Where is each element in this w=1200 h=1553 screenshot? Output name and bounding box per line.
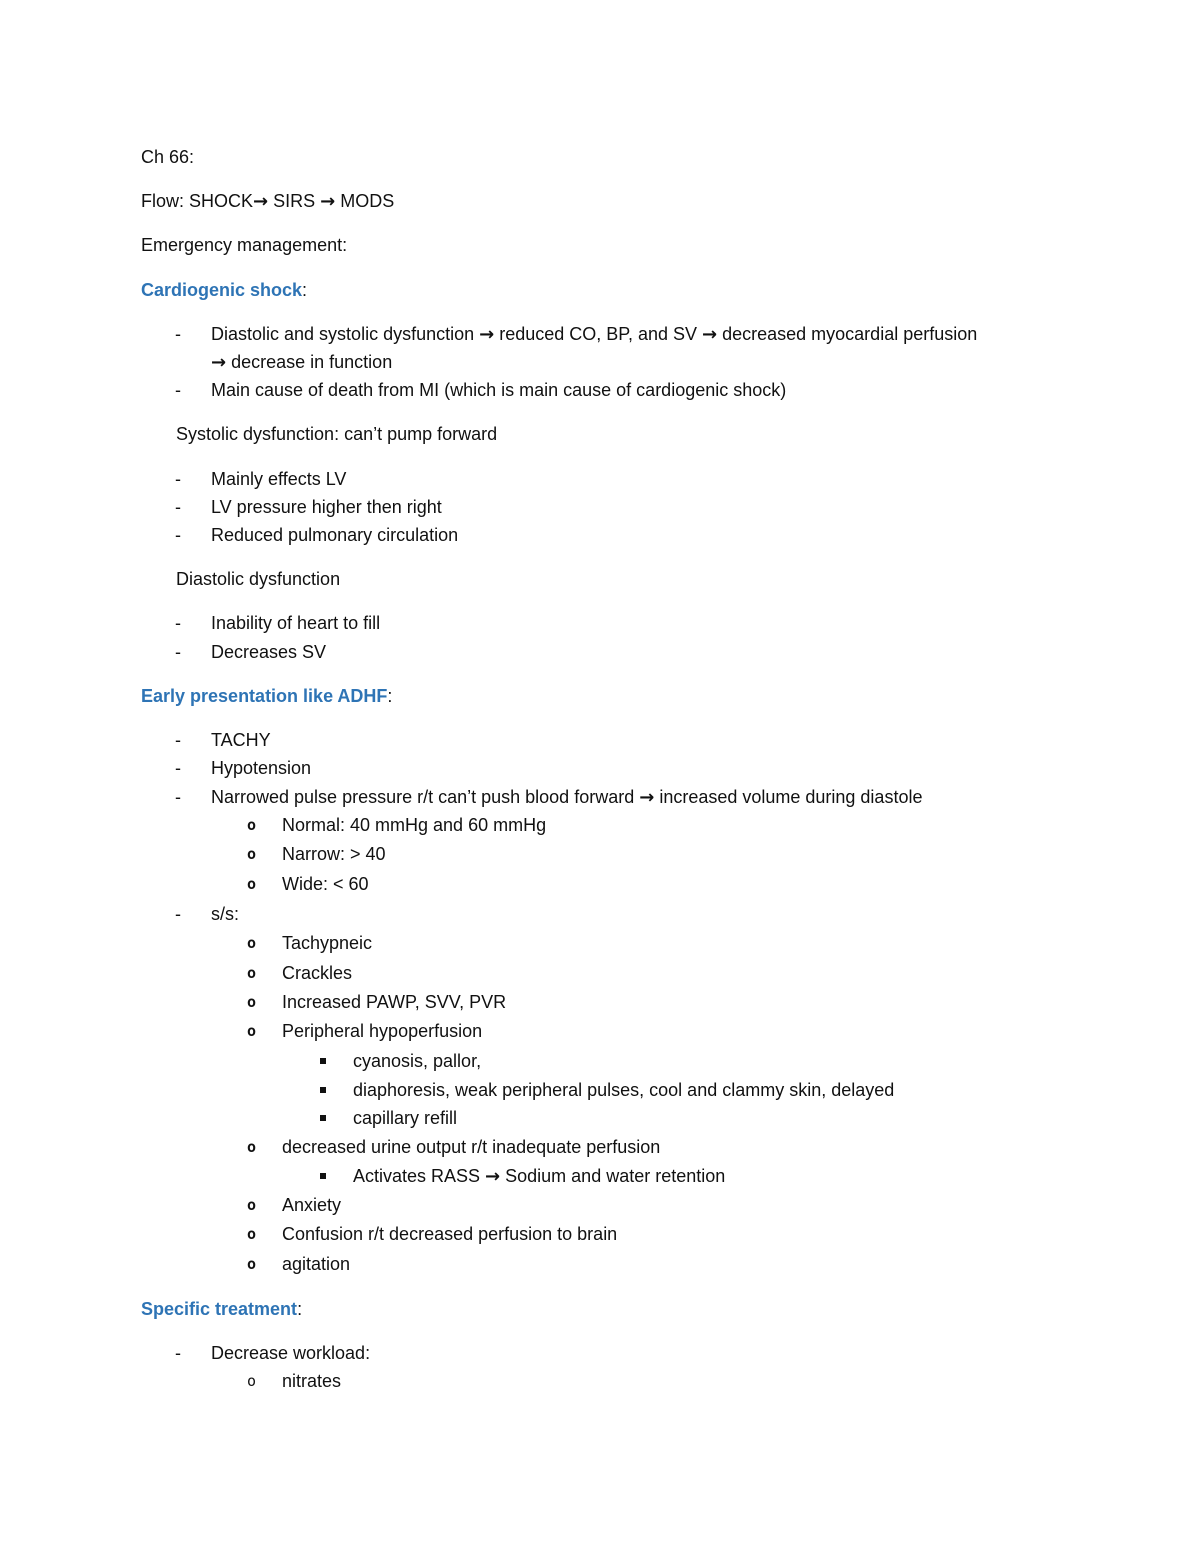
list-item-text: Decreases SV bbox=[211, 642, 327, 662]
circle-bullet: o bbox=[247, 1022, 257, 1040]
cardiogenic-heading-text: Cardiogenic shock bbox=[141, 280, 303, 300]
text-part: Narrowed pulse pressure r/t can’t push blood forward bbox=[211, 787, 640, 807]
sub-sub-list-item-text: cyanosis, pallor, bbox=[353, 1051, 482, 1071]
list-item-text: Reduced pulmonary circulation bbox=[211, 525, 459, 545]
list-item-text: Mainly effects LV bbox=[211, 469, 347, 489]
sub-list-item-text: Increased PAWP, SVV, PVR bbox=[282, 992, 507, 1012]
list-item-text: Decrease workload: bbox=[211, 1343, 371, 1363]
sub-list-item-text: nitrates bbox=[282, 1371, 342, 1391]
dash-bullet: - bbox=[175, 904, 181, 924]
dash-bullet: - bbox=[175, 380, 181, 400]
text-part: reduced CO, BP, and SV bbox=[494, 324, 703, 344]
specific-treatment-heading bbox=[141, 1298, 302, 1320]
specific-heading-text: Specific treatment bbox=[141, 1299, 298, 1319]
circle-bullet: o bbox=[247, 1138, 257, 1156]
early-heading-text: Early presentation like ADHF bbox=[141, 686, 388, 706]
dash-bullet: - bbox=[175, 324, 181, 344]
list-item-text: LV pressure higher then right bbox=[211, 497, 442, 517]
text-part: Activates RASS bbox=[353, 1166, 486, 1186]
square-bullet bbox=[320, 1115, 326, 1121]
circle-bullet: o bbox=[247, 993, 257, 1011]
flow-sirs: SIRS bbox=[268, 191, 321, 211]
dash-bullet: - bbox=[175, 497, 181, 517]
diastolic-title: Diastolic dysfunction bbox=[176, 569, 341, 589]
sub-list-item-text: Confusion r/t decreased perfusion to brain bbox=[282, 1224, 618, 1244]
text-part: Sodium and water retention bbox=[500, 1166, 726, 1186]
heading-colon: : bbox=[387, 686, 393, 706]
chapter-title: Ch 66: bbox=[141, 147, 195, 167]
dash-bullet: - bbox=[175, 613, 181, 633]
early-heading bbox=[141, 685, 392, 707]
sub-list-item-text: Anxiety bbox=[282, 1195, 342, 1215]
arrow-icon: → bbox=[211, 352, 227, 373]
sub-list-item-text: agitation bbox=[282, 1254, 351, 1274]
systolic-title: Systolic dysfunction: can’t pump forward bbox=[176, 424, 498, 444]
circle-bullet: o bbox=[247, 934, 257, 952]
text-part: decrease in function bbox=[226, 352, 393, 372]
heading-colon: : bbox=[297, 1299, 303, 1319]
dash-bullet: - bbox=[175, 758, 181, 778]
list-item-text bbox=[211, 323, 977, 346]
square-bullet bbox=[320, 1173, 326, 1179]
sub-list-item-text: Tachypneic bbox=[282, 933, 373, 953]
arrow-icon: → bbox=[702, 324, 718, 345]
arrow-icon: → bbox=[479, 324, 495, 345]
sub-sub-list-item-text: diaphoresis, weak peripheral pulses, cool and clammy skin, delayed bbox=[353, 1080, 895, 1100]
dash-bullet: - bbox=[175, 642, 181, 662]
flow-label: Flow: SHOCK bbox=[141, 191, 254, 211]
circle-bullet: o bbox=[247, 964, 257, 982]
cardiogenic-heading bbox=[141, 279, 307, 301]
list-item-text: Hypotension bbox=[211, 758, 312, 778]
list-item-text: Inability of heart to fill bbox=[211, 613, 381, 633]
arrow-icon: → bbox=[253, 191, 269, 212]
arrow-icon: → bbox=[639, 787, 655, 808]
list-item-text bbox=[211, 786, 922, 809]
dash-bullet: - bbox=[175, 469, 181, 489]
circle-bullet: o bbox=[247, 1255, 257, 1273]
circle-bullet: o bbox=[247, 845, 257, 863]
square-bullet bbox=[320, 1087, 326, 1093]
list-item-text: s/s: bbox=[211, 904, 240, 924]
circle-bullet: o bbox=[247, 816, 257, 834]
circle-bullet: o bbox=[247, 1372, 257, 1390]
sub-list-item-text: Normal: 40 mmHg and 60 mmHg bbox=[282, 815, 547, 835]
arrow-icon: → bbox=[485, 1166, 501, 1187]
dash-bullet: - bbox=[175, 787, 181, 807]
sub-list-item-text: Peripheral hypoperfusion bbox=[282, 1021, 483, 1041]
heading-colon: : bbox=[302, 280, 308, 300]
list-item-text: TACHY bbox=[211, 730, 271, 750]
text-part: Diastolic and systolic dysfunction bbox=[211, 324, 480, 344]
flow-line bbox=[141, 190, 394, 213]
list-item-continuation bbox=[211, 351, 392, 374]
sub-list-item-text: Crackles bbox=[282, 963, 353, 983]
dash-bullet: - bbox=[175, 1343, 181, 1363]
sub-sub-list-item-text bbox=[353, 1165, 725, 1188]
dash-bullet: - bbox=[175, 730, 181, 750]
sub-list-item-text: decreased urine output r/t inadequate perfusion bbox=[282, 1137, 661, 1157]
circle-bullet: o bbox=[247, 875, 257, 893]
list-item-text: Main cause of death from MI (which is main cause of cardiogenic shock) bbox=[211, 380, 787, 400]
sub-list-item-text: Wide: < 60 bbox=[282, 874, 369, 894]
text-part: increased volume during diastole bbox=[654, 787, 923, 807]
dash-bullet: - bbox=[175, 525, 181, 545]
circle-bullet: o bbox=[247, 1225, 257, 1243]
circle-bullet: o bbox=[247, 1196, 257, 1214]
sub-sub-list-item-text: capillary refill bbox=[353, 1108, 458, 1128]
text-part: decreased myocardial perfusion bbox=[717, 324, 978, 344]
flow-mods: MODS bbox=[335, 191, 395, 211]
sub-list-item-text: Narrow: > 40 bbox=[282, 844, 386, 864]
arrow-icon: → bbox=[320, 191, 336, 212]
emergency-heading: Emergency management: bbox=[141, 235, 348, 255]
square-bullet bbox=[320, 1058, 326, 1064]
